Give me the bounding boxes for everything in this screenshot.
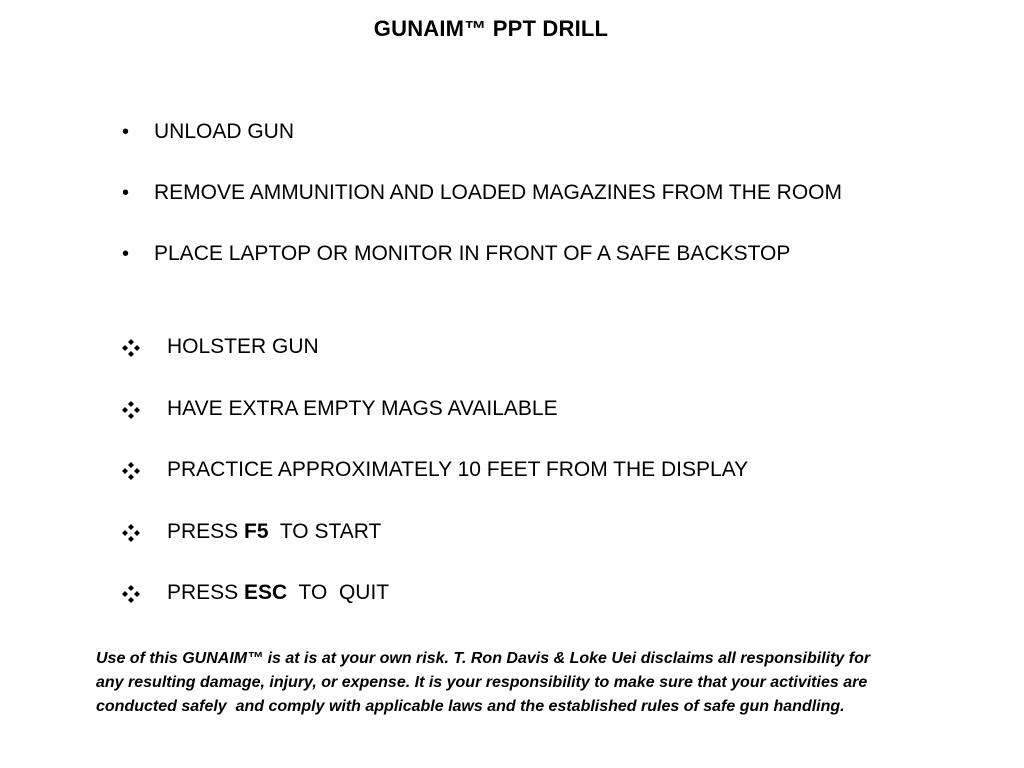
bullet-text: REMOVE AMMUNITION AND LOADED MAGAZINES FROM THE ROOM xyxy=(154,181,843,204)
step-prefix: PRESS xyxy=(167,581,245,604)
disclaimer-line: conducted safely and comply with applicable laws and the established rules of safe gun handling. xyxy=(96,698,845,715)
drill-step-list xyxy=(122,333,942,641)
slide-title: GUNAIM™ PPT DRILL xyxy=(373,16,609,41)
four-diamond-icon xyxy=(122,462,140,480)
bullet-item xyxy=(122,118,942,179)
four-diamond-icon xyxy=(122,524,140,542)
safety-bullet-list xyxy=(122,118,942,301)
step-text: PRACTICE APPROXIMATELY 10 FEET FROM THE DISPLAY xyxy=(167,458,749,481)
disclaimer-line: Use of this GUNAIM™ is at is at your own risk. T. Ron Davis & Loke Uei disclaims all responsibility for xyxy=(96,650,871,667)
step-item xyxy=(122,579,942,641)
start-key-label: F5 xyxy=(244,519,269,543)
step-text: HOLSTER GUN xyxy=(167,335,319,358)
bullet-text: UNLOAD GUN xyxy=(154,120,295,143)
step-item xyxy=(122,333,942,395)
bullet-text: PLACE LAPTOP OR MONITOR IN FRONT OF A SAFE BACKSTOP xyxy=(154,242,791,265)
four-diamond-icon xyxy=(122,585,140,603)
step-text: HAVE EXTRA EMPTY MAGS AVAILABLE xyxy=(167,396,558,420)
step-prefix: PRESS xyxy=(167,519,245,543)
bullet-dot-icon: • xyxy=(122,121,130,143)
bullet-item xyxy=(122,179,942,240)
bullet-dot-icon: • xyxy=(122,243,130,265)
bullet-item xyxy=(122,240,942,301)
step-item xyxy=(122,456,942,518)
quit-key-label: ESC xyxy=(244,581,288,604)
disclaimer xyxy=(96,647,946,719)
four-diamond-icon xyxy=(122,339,140,357)
step-item xyxy=(122,518,942,580)
disclaimer-line: any resulting damage, injury, or expense. It is your responsibility to make sure that your activities are xyxy=(96,674,868,691)
step-suffix: TO START xyxy=(268,519,382,543)
bullet-dot-icon: • xyxy=(122,182,130,204)
four-diamond-icon xyxy=(122,401,140,419)
step-item xyxy=(122,395,942,457)
step-text xyxy=(167,518,381,546)
step-text xyxy=(167,579,389,607)
step-suffix: TO QUIT xyxy=(287,581,390,604)
